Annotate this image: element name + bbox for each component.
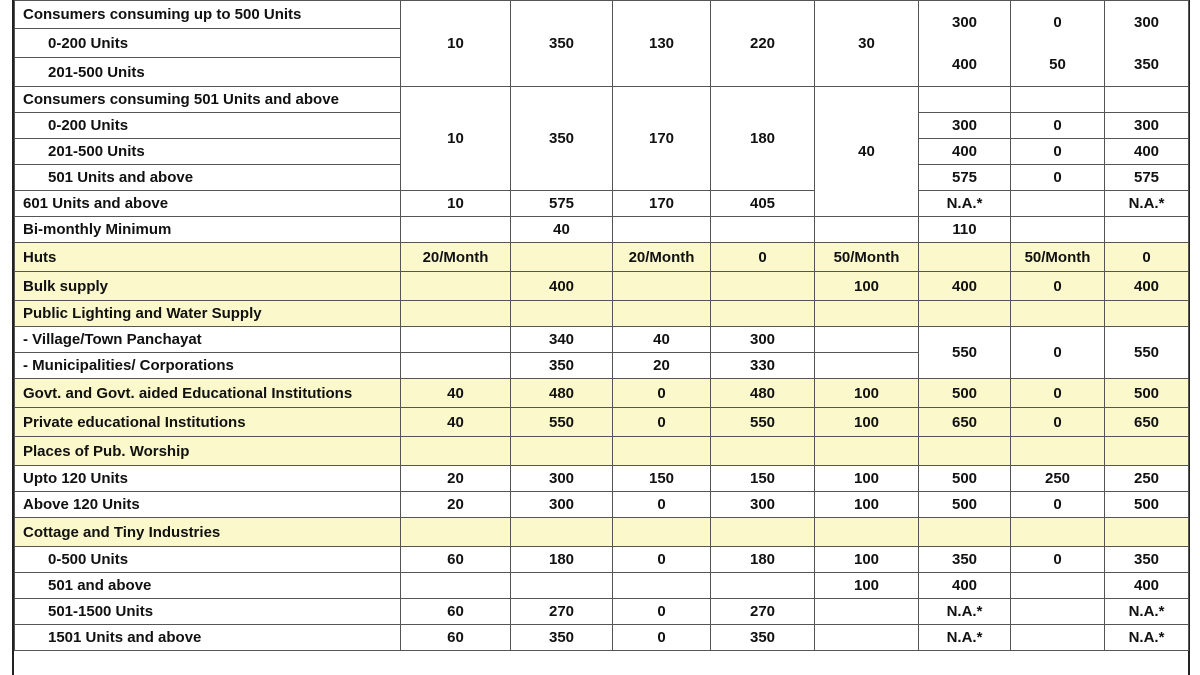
row-label: - Municipalities/ Corporations — [15, 353, 401, 379]
table-row — [15, 272, 1189, 301]
table-cell — [1011, 1, 1105, 87]
table-row — [15, 547, 1189, 573]
table-cell — [1105, 87, 1189, 113]
table-cell — [919, 243, 1011, 272]
table-cell: 350 — [511, 353, 613, 379]
table-cell: N.A.* — [919, 625, 1011, 651]
row-label: - Village/Town Panchayat — [15, 327, 401, 353]
table-cell: N.A.* — [1105, 191, 1189, 217]
table-cell: 340 — [511, 327, 613, 353]
table-cell: 300 — [711, 327, 815, 353]
table-cell — [613, 518, 711, 547]
table-cell: 550 — [1105, 327, 1189, 379]
cell-value: 50 — [1049, 56, 1066, 74]
table-cell — [919, 301, 1011, 327]
tariff-table — [14, 0, 1189, 651]
table-cell: N.A.* — [919, 191, 1011, 217]
table-cell: 20 — [613, 353, 711, 379]
table-cell — [815, 353, 919, 379]
category-label: Public Lighting and Water Supply — [15, 301, 401, 327]
table-cell: 170 — [613, 87, 711, 191]
table-cell — [401, 353, 511, 379]
table-cell: 40 — [401, 408, 511, 437]
table-cell — [1011, 518, 1105, 547]
table-cell — [711, 518, 815, 547]
table-cell: 0 — [1011, 272, 1105, 301]
table-row — [15, 437, 1189, 466]
table-cell — [511, 437, 613, 466]
table-cell: 350 — [511, 625, 613, 651]
table-cell — [401, 327, 511, 353]
category-label: Huts — [15, 243, 401, 272]
tariff-table-page — [12, 0, 1190, 675]
table-cell — [815, 217, 919, 243]
table-cell: 400 — [1105, 139, 1189, 165]
table-row — [15, 191, 1189, 217]
table-cell: 100 — [815, 547, 919, 573]
table-cell — [711, 217, 815, 243]
table-cell: 0 — [1011, 408, 1105, 437]
table-cell: 650 — [919, 408, 1011, 437]
table-row — [15, 301, 1189, 327]
table-cell: 100 — [815, 466, 919, 492]
table-cell: N.A.* — [1105, 599, 1189, 625]
table-cell: 220 — [711, 1, 815, 87]
table-cell: 575 — [919, 165, 1011, 191]
table-cell — [401, 573, 511, 599]
table-cell: 30 — [815, 1, 919, 87]
table-cell: 500 — [1105, 379, 1189, 408]
table-cell: 350 — [511, 87, 613, 191]
table-cell — [401, 217, 511, 243]
table-cell — [1105, 301, 1189, 327]
table-cell — [1011, 217, 1105, 243]
table-cell: 0 — [613, 379, 711, 408]
table-row — [15, 408, 1189, 437]
table-cell: 100 — [815, 408, 919, 437]
table-cell: 10 — [401, 1, 511, 87]
row-label: 0-200 Units — [15, 113, 401, 139]
table-row — [15, 217, 1189, 243]
table-cell: 20/Month — [401, 243, 511, 272]
table-cell: 0 — [613, 599, 711, 625]
cell-value: 300 — [1133, 13, 1160, 31]
table-cell — [613, 301, 711, 327]
table-cell: 500 — [919, 379, 1011, 408]
table-cell: 0 — [1011, 113, 1105, 139]
table-cell — [613, 217, 711, 243]
table-cell: 180 — [711, 87, 815, 191]
table-cell: 180 — [511, 547, 613, 573]
table-cell: 180 — [711, 547, 815, 573]
table-row — [15, 599, 1189, 625]
table-cell — [815, 327, 919, 353]
table-cell — [1011, 301, 1105, 327]
table-cell: 400 — [511, 272, 613, 301]
row-label: 501-1500 Units — [15, 599, 401, 625]
row-label: 201-500 Units — [15, 139, 401, 165]
table-cell: 550 — [919, 327, 1011, 379]
table-cell — [401, 272, 511, 301]
table-cell: 50/Month — [815, 243, 919, 272]
category-label: Govt. and Govt. aided Educational Institutions — [15, 379, 401, 408]
table-cell: 50/Month — [1011, 243, 1105, 272]
table-cell — [1011, 191, 1105, 217]
table-cell: 20 — [401, 466, 511, 492]
table-cell: 0 — [1105, 243, 1189, 272]
row-label: 201-500 Units — [15, 58, 401, 87]
table-cell: 350 — [511, 1, 613, 87]
table-row — [15, 379, 1189, 408]
table-cell: 400 — [1105, 573, 1189, 599]
table-cell: 270 — [511, 599, 613, 625]
row-label: 601 Units and above — [15, 191, 401, 217]
table-cell: 0 — [613, 492, 711, 518]
table-cell — [815, 301, 919, 327]
table-cell — [613, 573, 711, 599]
category-label: Private educational Institutions — [15, 408, 401, 437]
table-cell: N.A.* — [1105, 625, 1189, 651]
table-cell: 480 — [711, 379, 815, 408]
table-cell — [511, 243, 613, 272]
table-row — [15, 1, 1189, 29]
table-cell — [1105, 1, 1189, 87]
table-cell: 480 — [511, 379, 613, 408]
table-cell: 130 — [613, 1, 711, 87]
table-cell: 40 — [511, 217, 613, 243]
table-cell — [711, 573, 815, 599]
table-cell: N.A.* — [919, 599, 1011, 625]
row-label: 0-200 Units — [15, 29, 401, 58]
table-cell — [919, 87, 1011, 113]
table-cell: 500 — [919, 492, 1011, 518]
table-cell: 170 — [613, 191, 711, 217]
table-cell — [815, 599, 919, 625]
table-cell: 550 — [711, 408, 815, 437]
table-cell — [511, 301, 613, 327]
row-label: 0-500 Units — [15, 547, 401, 573]
category-label: Consumers consuming up to 500 Units — [15, 1, 401, 29]
table-cell — [919, 1, 1011, 87]
cell-value: 350 — [1133, 56, 1160, 74]
table-cell — [919, 518, 1011, 547]
table-cell: 575 — [511, 191, 613, 217]
table-cell: 0 — [613, 625, 711, 651]
table-cell: 350 — [711, 625, 815, 651]
table-cell: 0 — [1011, 492, 1105, 518]
table-cell: 650 — [1105, 408, 1189, 437]
table-cell: 100 — [815, 379, 919, 408]
table-cell: 300 — [511, 466, 613, 492]
table-row — [15, 573, 1189, 599]
table-cell: 250 — [1011, 466, 1105, 492]
category-label: Consumers consuming 501 Units and above — [15, 87, 401, 113]
category-label: Places of Pub. Worship — [15, 437, 401, 466]
table-cell: 40 — [613, 327, 711, 353]
table-cell: 40 — [401, 379, 511, 408]
row-label: 501 Units and above — [15, 165, 401, 191]
table-cell — [711, 437, 815, 466]
table-cell — [613, 437, 711, 466]
cell-value: 0 — [1053, 13, 1062, 31]
table-cell: 550 — [511, 408, 613, 437]
table-cell: 100 — [815, 492, 919, 518]
table-cell: 400 — [919, 272, 1011, 301]
table-cell: 60 — [401, 599, 511, 625]
table-cell — [1011, 599, 1105, 625]
table-cell: 400 — [919, 139, 1011, 165]
table-cell — [815, 625, 919, 651]
table-row — [15, 327, 1189, 353]
table-cell: 0 — [1011, 139, 1105, 165]
table-cell: 400 — [919, 573, 1011, 599]
table-cell: 350 — [1105, 547, 1189, 573]
table-cell — [1011, 573, 1105, 599]
table-cell: 405 — [711, 191, 815, 217]
table-cell: 300 — [919, 113, 1011, 139]
table-cell: 0 — [711, 243, 815, 272]
category-label: Cottage and Tiny Industries — [15, 518, 401, 547]
table-cell — [815, 437, 919, 466]
table-cell: 20/Month — [613, 243, 711, 272]
table-cell: 110 — [919, 217, 1011, 243]
table-cell: 300 — [1105, 113, 1189, 139]
row-label: 1501 Units and above — [15, 625, 401, 651]
table-cell: 60 — [401, 625, 511, 651]
table-cell: 0 — [613, 547, 711, 573]
table-cell — [511, 573, 613, 599]
table-cell — [1011, 437, 1105, 466]
table-cell: 100 — [815, 573, 919, 599]
table-row — [15, 492, 1189, 518]
table-cell: 150 — [613, 466, 711, 492]
category-label: Bulk supply — [15, 272, 401, 301]
row-label: Upto 120 Units — [15, 466, 401, 492]
table-cell: 40 — [815, 87, 919, 217]
table-cell: 150 — [711, 466, 815, 492]
table-cell: 400 — [1105, 272, 1189, 301]
table-cell — [401, 301, 511, 327]
table-cell — [613, 272, 711, 301]
table-cell — [815, 518, 919, 547]
table-cell — [919, 437, 1011, 466]
table-cell: 10 — [401, 87, 511, 191]
table-cell: 300 — [711, 492, 815, 518]
cell-value: 400 — [951, 56, 978, 74]
table-cell — [511, 518, 613, 547]
table-cell: 100 — [815, 272, 919, 301]
table-cell: 0 — [1011, 165, 1105, 191]
row-label: 501 and above — [15, 573, 401, 599]
table-cell: 0 — [1011, 327, 1105, 379]
table-cell: 250 — [1105, 466, 1189, 492]
table-cell — [711, 272, 815, 301]
table-cell: 0 — [1011, 547, 1105, 573]
table-cell: 330 — [711, 353, 815, 379]
table-cell: 0 — [1011, 379, 1105, 408]
table-cell: 575 — [1105, 165, 1189, 191]
table-cell — [1011, 625, 1105, 651]
table-cell — [1105, 518, 1189, 547]
cell-value: 300 — [951, 13, 978, 31]
table-cell — [401, 437, 511, 466]
table-row — [15, 466, 1189, 492]
table-cell — [1105, 437, 1189, 466]
table-cell: 350 — [919, 547, 1011, 573]
table-cell — [401, 518, 511, 547]
table-cell: 300 — [511, 492, 613, 518]
row-label: Above 120 Units — [15, 492, 401, 518]
table-cell: 10 — [401, 191, 511, 217]
table-cell: 270 — [711, 599, 815, 625]
table-cell: 60 — [401, 547, 511, 573]
table-row — [15, 625, 1189, 651]
table-cell — [1011, 87, 1105, 113]
row-label: Bi-monthly Minimum — [15, 217, 401, 243]
table-cell: 0 — [613, 408, 711, 437]
table-row — [15, 243, 1189, 272]
table-row — [15, 87, 1189, 113]
table-cell: 20 — [401, 492, 511, 518]
table-cell — [711, 301, 815, 327]
table-cell: 500 — [919, 466, 1011, 492]
table-row — [15, 518, 1189, 547]
table-cell — [1105, 217, 1189, 243]
table-cell: 500 — [1105, 492, 1189, 518]
